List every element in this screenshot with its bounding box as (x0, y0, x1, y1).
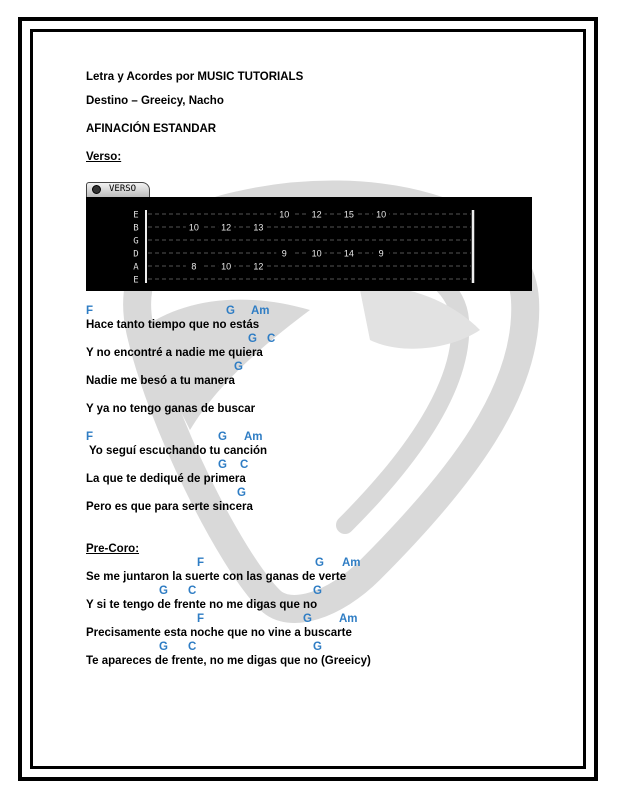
chord-c: C (240, 459, 249, 471)
chord-g: G (159, 641, 168, 653)
chord-g: G (313, 585, 322, 597)
verse-tablature (86, 182, 532, 292)
lyric-line: Precisamente esta noche que no vine a buscarte (86, 627, 352, 639)
lyric-line: Se me juntaron la suerte con las ganas de verte (86, 571, 347, 583)
chord-g: G (226, 305, 235, 317)
lyric-line: Te apareces de frente, no me digas que no (Greeicy) (86, 655, 371, 667)
chord-f: F (86, 305, 94, 317)
tab-fret-number: 12 (253, 261, 264, 272)
tab-fret-number: 12 (221, 222, 232, 233)
tab-label (86, 182, 150, 197)
tab-fret-number: 10 (311, 248, 322, 259)
chord-am: Am (339, 613, 358, 625)
chord-g: G (315, 557, 324, 569)
chord-f: F (86, 431, 94, 443)
tab-string-name: G (133, 236, 139, 247)
lyric-line: Y ya no tengo ganas de buscar (86, 403, 256, 415)
tab-fret-number: 15 (343, 209, 354, 220)
lyric-line: Y si te tengo de frente no me digas que no (86, 599, 318, 611)
tab-fret-number: 9 (281, 248, 287, 259)
chord-g: G (218, 459, 227, 471)
tab-fret-number: 13 (253, 222, 264, 233)
tab-string-name: B (133, 223, 139, 234)
chord-am: Am (251, 305, 270, 317)
tab-fret-number: 10 (376, 209, 387, 220)
lyric-line: Pero es que para serte sincera (86, 501, 253, 513)
lyric-line: Hace tanto tiempo que no estás (86, 319, 260, 331)
chord-g: G (313, 641, 322, 653)
chord-g: G (234, 361, 243, 373)
tab-fret-number: 14 (343, 248, 354, 259)
tab-string-name: D (133, 249, 139, 260)
tab-string-name: E (133, 210, 139, 221)
lyric-line: Y no encontré a nadie me quiera (86, 347, 263, 359)
chord-c: C (188, 585, 197, 597)
tab-string-name: A (133, 262, 139, 273)
tab-body (86, 197, 532, 291)
chord-c: C (267, 333, 276, 345)
chord-am: Am (342, 557, 361, 569)
tab-fret-number: 10 (279, 209, 290, 220)
lyric-line: Yo seguí escuchando tu canción (86, 445, 268, 457)
verse-heading: Verso: (86, 151, 122, 163)
credit-line: Letra y Acordes por MUSIC TUTORIALS (86, 71, 304, 83)
tab-fret-number: 10 (188, 222, 199, 233)
tab-string-name: E (133, 275, 139, 286)
tab-staff (86, 197, 532, 291)
chord-am: Am (244, 431, 263, 443)
lyric-line: La que te dediqué de primera (86, 473, 246, 485)
tab-fret-number: 9 (378, 248, 384, 259)
chord-g: G (303, 613, 312, 625)
chord-f: F (197, 613, 205, 625)
chord-g: G (159, 585, 168, 597)
prechorus-heading: Pre-Coro: (86, 543, 140, 555)
chord-c: C (188, 641, 197, 653)
tab-record-icon (92, 185, 101, 194)
chord-f: F (197, 557, 205, 569)
song-title: Destino – Greeicy, Nacho (86, 95, 224, 107)
lyric-line: Nadie me besó a tu manera (86, 375, 235, 387)
chord-g: G (237, 487, 246, 499)
tab-fret-number: 12 (311, 209, 322, 220)
chord-g: G (218, 431, 227, 443)
tuning-line: AFINACIÓN ESTANDAR (86, 123, 217, 135)
tab-label-text: VERSO (109, 184, 137, 194)
chord-g: G (248, 333, 257, 345)
tab-fret-number: 8 (191, 261, 197, 272)
tab-fret-number: 10 (221, 261, 232, 272)
